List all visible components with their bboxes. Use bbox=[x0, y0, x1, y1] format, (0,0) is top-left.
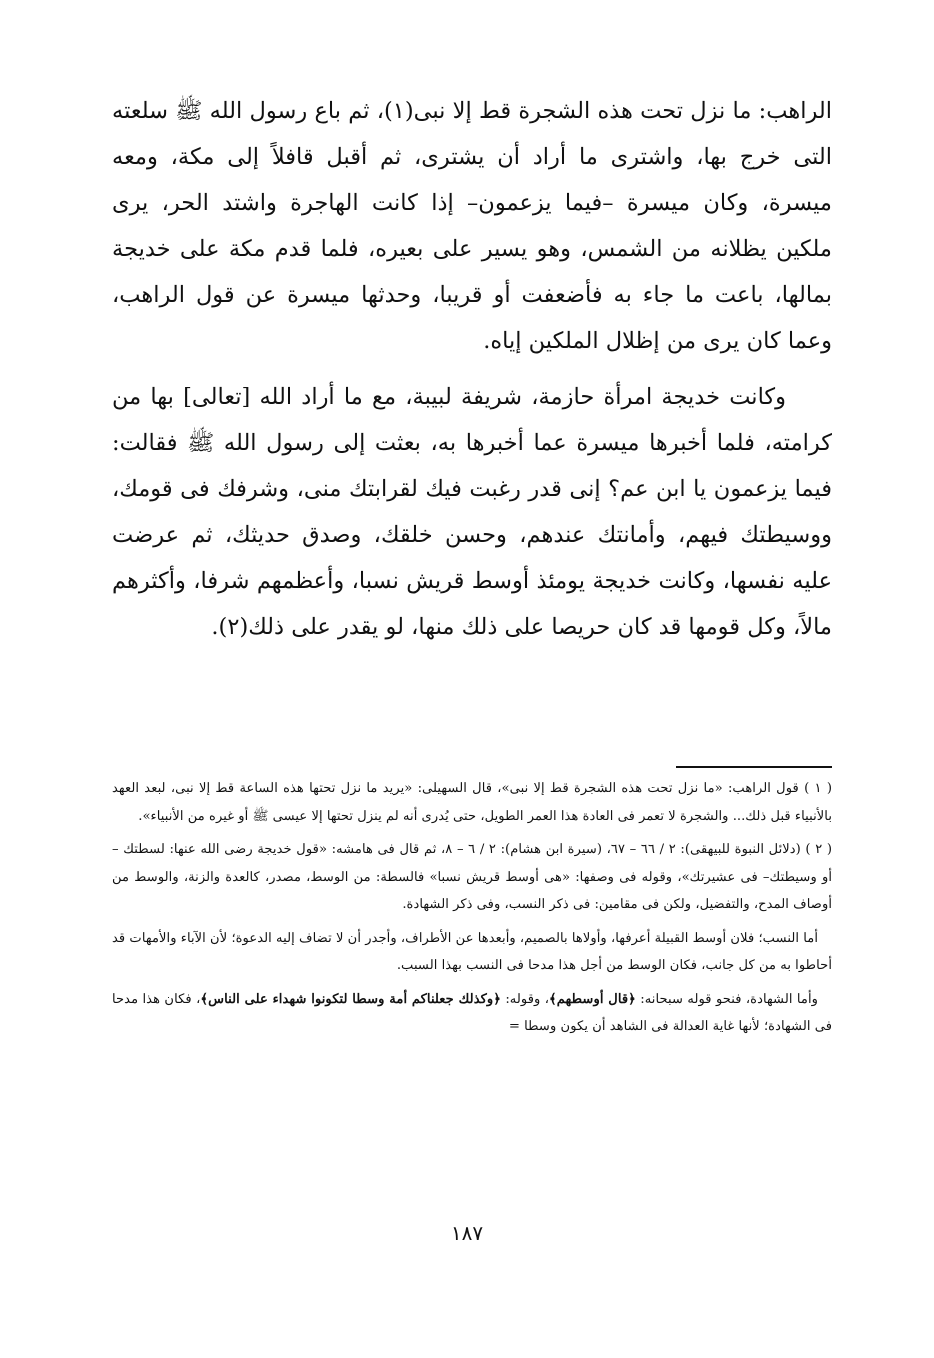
footnote-2-paragraph-2: أما النسب؛ فلان أوسط القبيلة أعرفها، وأولاها بالصميم، وأبعدها عن الأطراف، وأجدر أن لا تضاف إليه الدعوة؛ لأن الآباء والأمهات قد أحاطوا به من كل جانب، فكان الوسط من أجل هذا مدحا فى النسب بهذا السبب. bbox=[112, 930, 832, 973]
main-paragraph-2: وكانت خديجة امرأة حازمة، شريفة لبيبة، مع ما أراد الله [تعالى] بها من كرامته، فلما أخبرها ميسرة عما أخبرها به، بعثت إلى رسول الله ﷺ فقالت: فيما يزعمون يا ابن عم؟ إنى قدر رغبت فيك لقرابتك منى، وشرفك فى قومك، ووسيطتك فيهم، وأمانتك عندهم، وحسن خلقك، وصدق حديثك، ثم عرضت عليه نفسها، وكانت خديجة يومئذ أوسط قريش نسبا، وأعظمهم شرفا، وأكثرهم مالاً، وكل قومها قد كان حريصا على ذلك منها، لو يقدر على ذلك(٢). bbox=[112, 384, 832, 640]
quran-quote: ﴿وكذلك جعلناكم أمة وسطا لتكونوا شهداء على الناس﴾ bbox=[200, 991, 501, 1007]
main-text-block bbox=[112, 88, 832, 650]
main-paragraph-1: الراهب: ما نزل تحت هذه الشجرة قط إلا نبى(١)، ثم باع رسول الله ﷺ سلعته التى خرج بها، واشترى ما أراد أن يشترى، ثم أقبل قافلاً إلى مكة، ومعه ميسرة، وكان ميسرة –فيما يزعمون– إذا كانت الهاجرة واشتد الحر، يرى ملكين يظلانه من الشمس، وهو يسير على بعيره، فلما قدم مكة على خديجة بمالها، باعت ما جاء به فأضعفت أو قريبا، وحدثها ميسرة عن قول الراهب، وعما كان يرى من إظلال الملكين إياه. bbox=[112, 98, 832, 354]
footnote-2: ( ٢ ) (دلائل النبوة للبيهقى): ٢ / ٦٦ – ٦٧، (سيرة ابن هشام): ٢ / ٦ – ٨، ثم قال فى هامشه: «قول خديجة رضى الله عنها: لسطتك – أو وسيطتك– فى عشيرتك»، وقوله فى وصفها: «هى أوسط قريش نسبا» فالسطة: من الوسط، مصدر، كالعدة والزنة، والوسط من أوصاف المدح، والتفضيل، ولكن فى مقامين: فى ذكر النسب، وفى ذكر الشهادة. bbox=[112, 842, 833, 912]
page-number: ١٨٧ bbox=[450, 1221, 484, 1245]
fn-text: ، فكان هذا مدحا فى الشهادة؛ لأنها غاية العدالة فى الشاهد أن يكون وسطا = bbox=[112, 991, 832, 1034]
footnote-2-paragraph-3 bbox=[112, 986, 832, 1041]
fn-text: ، وقوله: bbox=[501, 991, 550, 1007]
quran-quote: ﴿قال أوسطهم﴾ bbox=[549, 991, 636, 1007]
footnote-separator bbox=[676, 766, 832, 768]
footnotes-block bbox=[112, 775, 832, 1041]
footnote-1: ( ١ ) قول الراهب: «ما نزل تحت هذه الشجرة قط إلا نبى»، قال السهيلى: «يريد ما نزل تحتها هذه الساعة قط إلا نبى، لبعد العهد بالأنبياء قبل ذلك... والشجرة لا تعمر فى العادة هذا العمر الطويل، حتى يُدرى أنه لم ينزل تحتها إلا عيسى ﷺ أو غيره من الأنبياء». bbox=[112, 781, 832, 824]
fn-text: وأما الشهادة، فنحو قوله سبحانه: bbox=[635, 991, 818, 1007]
